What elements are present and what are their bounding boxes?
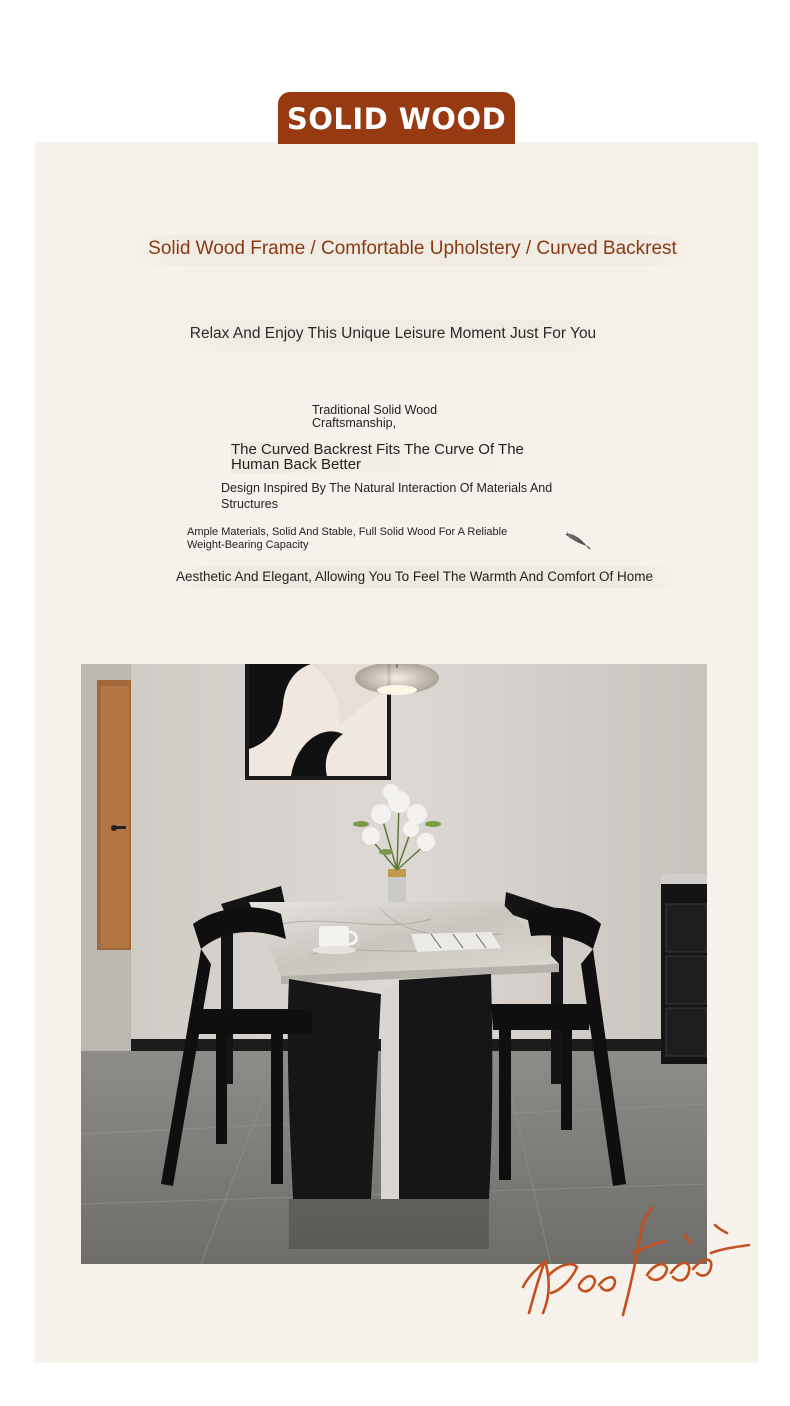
feature-line-4: Ample Materials, Solid And Stable, Full Solid Wood For A Reliable Weight-Bearing Capacity [187,526,508,552]
feature-line-1: Traditional Solid Wood Craftsmanship, [312,403,438,431]
section-title-tab: SOLID WOOD [278,92,515,144]
feature-line-3: Design Inspired By The Natural Interaction Of Materials And Structures [221,481,553,511]
dining-room-photo [81,664,707,1264]
subheadline: Relax And Enjoy This Unique Leisure Moment Just For You [178,320,608,352]
feature-line-5: Aesthetic And Elegant, Allowing You To Feel The Warmth And Comfort Of Home [172,566,682,588]
feather-icon [562,528,592,552]
feature-line-2: The Curved Backrest Fits The Curve Of The Human Back Better [231,442,561,473]
signature-mark [515,1195,760,1325]
feature-headline: Solid Wood Frame / Comfortable Upholstery / Curved Backrest [125,234,700,266]
